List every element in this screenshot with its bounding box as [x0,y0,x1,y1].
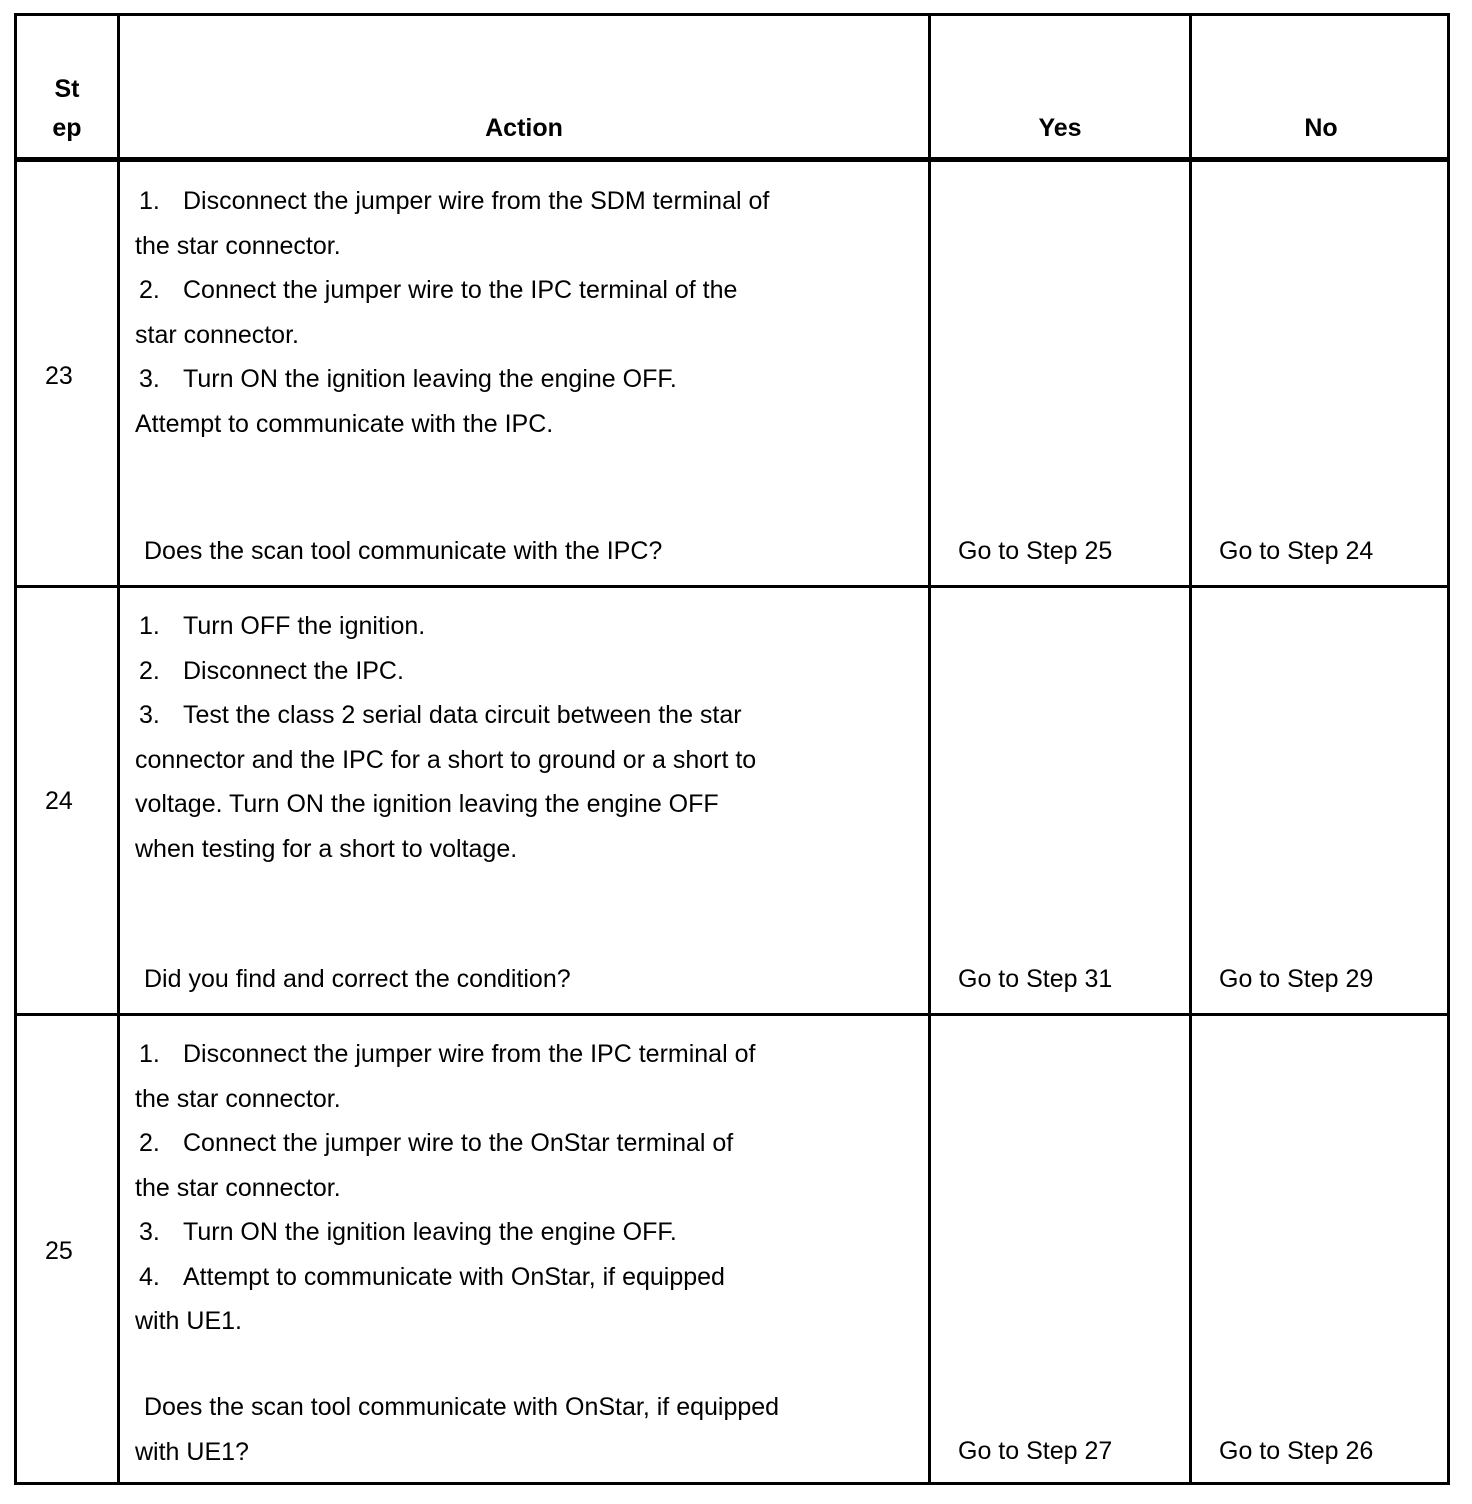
action-line [135,357,769,402]
column-divider [1189,16,1192,1482]
step-text: Test the class 2 serial data circuit between the star [183,701,742,729]
header-yes: Yes [1038,114,1082,142]
action-line [135,224,769,269]
step-number: 1. [139,612,160,640]
header-step [17,70,117,148]
step-number: 2. [139,656,160,685]
action-line [135,1077,755,1122]
diagnostic-table [14,13,1450,1485]
row-23-action [135,179,769,446]
row-25-no: Go to Step 26 [1219,1437,1374,1465]
step-number: 4. [139,1262,160,1291]
header-no: No [1304,114,1338,142]
action-line [135,604,756,649]
step-text: the star connector. [135,1173,341,1202]
row-23-yes: Go to Step 25 [958,537,1113,565]
action-line [135,179,769,224]
step-text: Connect the jumper wire to the IPC terminal of the [183,276,738,304]
step-text: when testing for a short to voltage. [135,834,518,863]
step-text: Connect the jumper wire to the OnStar terminal of [183,1129,734,1157]
action-line [135,1166,755,1211]
action-line [135,268,769,313]
step-text: the star connector. [135,1084,341,1113]
step-text: Turn OFF the ignition. [183,612,426,640]
row-23-question: Does the scan tool communicate with the IPC? [144,537,663,565]
action-line [135,1121,755,1166]
action-line [135,1210,755,1255]
question-line: Does the scan tool communicate with OnStar, if equipped [144,1393,780,1421]
step-text: star connector. [135,320,299,349]
column-divider [928,16,931,1482]
step-text: Attempt to communicate with OnStar, if equipped [183,1262,725,1291]
step-text: Disconnect the jumper wire from the IPC terminal of [183,1040,756,1068]
step-number: 2. [139,276,160,304]
action-line [135,693,756,738]
step-number: 3. [139,1218,160,1246]
step-text: Disconnect the IPC. [183,656,404,685]
header-action: Action [485,114,563,142]
header-step-line2: ep [52,114,82,142]
row-24-no: Go to Step 29 [1219,965,1374,993]
question-line: with UE1? [135,1437,249,1466]
row-25-yes: Go to Step 27 [958,1437,1113,1465]
row-24-action [135,604,756,871]
action-line [135,402,769,447]
row-24-yes: Go to Step 31 [958,965,1113,993]
step-number: 2. [139,1129,160,1157]
step-text: Turn ON the ignition leaving the engine OFF. [183,365,677,393]
header-step-line1: St [54,75,80,103]
step-number: 1. [139,1040,160,1068]
action-line [135,1032,755,1077]
step-text: Attempt to communicate with the IPC. [135,409,554,438]
action-line [135,313,769,358]
step-text: connector and the IPC for a short to ground or a short to [135,745,757,774]
header-divider [17,157,1447,162]
row-25-question [135,1385,779,1474]
row-24-step: 24 [45,787,73,815]
step-text: Turn ON the ignition leaving the engine OFF. [183,1218,677,1246]
step-number: 1. [139,187,160,215]
action-line [135,738,756,783]
action-line [135,1255,755,1300]
step-text: voltage. Turn ON the ignition leaving the engine OFF [135,790,719,818]
step-text: Disconnect the jumper wire from the SDM terminal of [183,187,770,215]
row-divider [17,585,1447,588]
row-25-action [135,1032,755,1344]
step-number: 3. [139,365,160,393]
action-line [135,649,756,694]
row-25-step: 25 [45,1237,73,1265]
row-24-question: Did you find and correct the condition? [144,965,571,993]
row-23-step: 23 [45,362,73,390]
action-line [135,1299,755,1344]
action-line [135,782,756,827]
step-number: 3. [139,701,160,729]
column-divider [117,16,120,1482]
step-text: the star connector. [135,231,341,260]
row-23-no: Go to Step 24 [1219,537,1374,565]
action-line [135,827,756,872]
row-divider [17,1013,1447,1016]
step-text: with UE1. [135,1307,242,1335]
